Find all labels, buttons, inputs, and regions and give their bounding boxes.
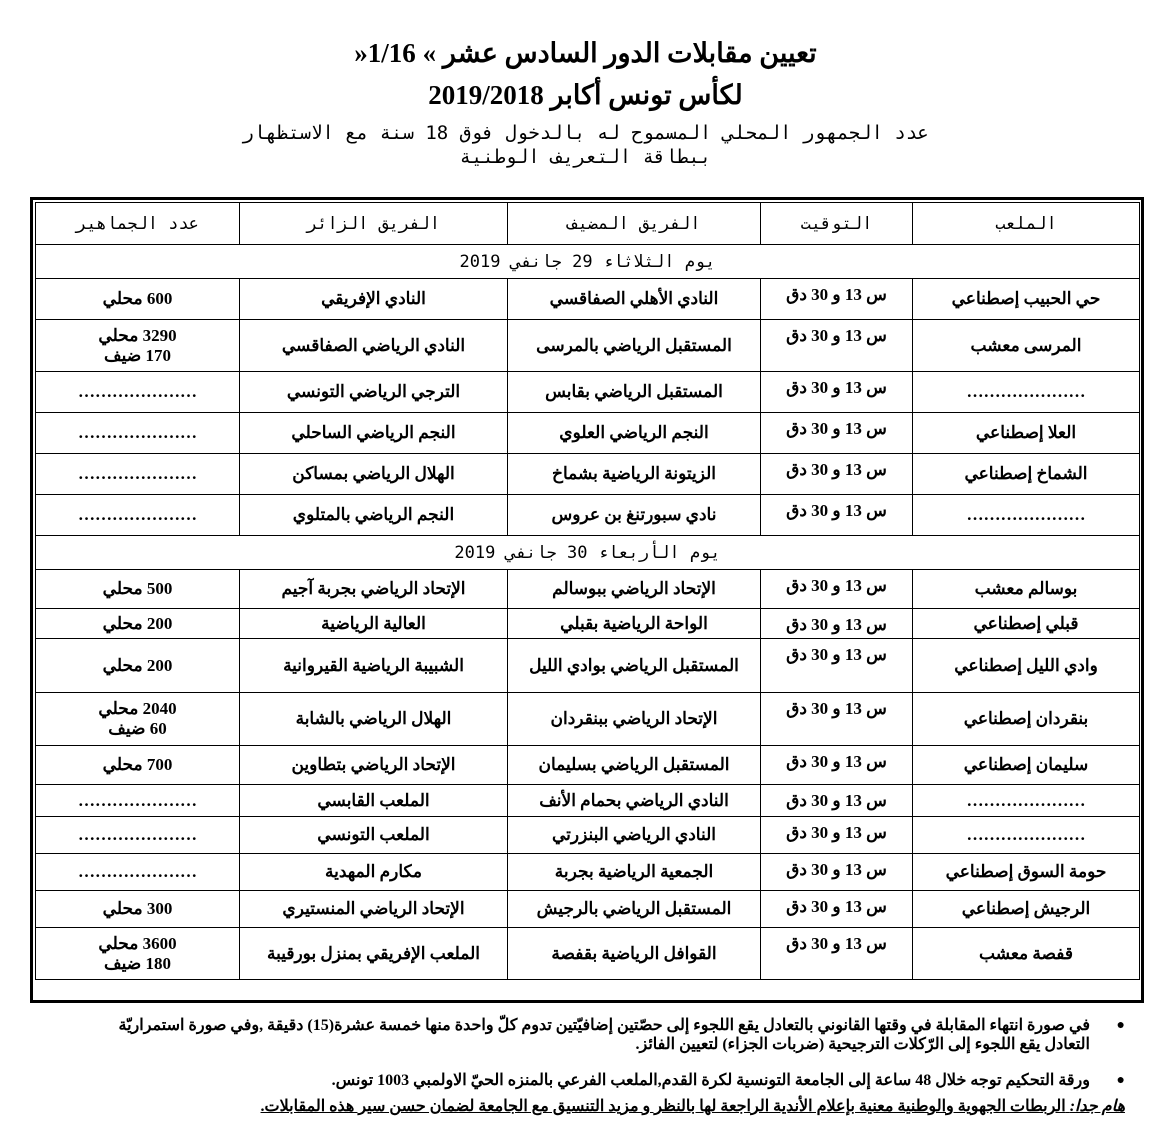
day-label: يوم الأربعاء 30 جانفي 2019 [36, 536, 1140, 570]
stadium-cell: وادي الليل إصطناعي [913, 639, 1140, 693]
fans-count: ………………… [78, 505, 197, 524]
fans-cell [36, 639, 240, 693]
fans-count: 170 ضيف [104, 345, 171, 365]
stadium-cell: حي الحبيب إصطناعي [913, 279, 1140, 320]
day-row [36, 245, 1140, 279]
away-team-cell: الملعب القابسي [240, 785, 508, 817]
time-cell: س 13 و 30 دق [761, 891, 913, 928]
stadium-cell: حومة السوق إصطناعي [913, 854, 1140, 891]
home-team-cell: الزيتونة الرياضية بشماخ [508, 454, 761, 495]
fans-cell [36, 279, 240, 320]
audience-rule-line2: ببطاقة التعريف الوطنية [459, 146, 712, 168]
stadium-cell: المرسى معشب [913, 320, 1140, 372]
fans-count: ………………… [78, 423, 197, 442]
stadium-cell: ………………… [913, 785, 1140, 817]
table-row [36, 413, 1140, 454]
fans-cell [36, 495, 240, 536]
fans-count: ………………… [78, 464, 197, 483]
note-referee-sheet-text: ورقة التحكيم توجه خلال 48 ساعة إلى الجامعة التونسية لكرة القدم,الملعب الفرعي بالمنزه الحيّ الاولمبي 1003 تونس. [331, 1072, 1090, 1089]
table-row [36, 928, 1140, 980]
fans-cell [36, 928, 240, 980]
time-cell: س 13 و 30 دق [761, 746, 913, 785]
time-cell: س 13 و 30 دق [761, 854, 913, 891]
away-team-cell: الهلال الرياضي بالشابة [240, 693, 508, 746]
away-team-cell: الشبيبة الرياضية القيروانية [240, 639, 508, 693]
fans-cell [36, 785, 240, 817]
fans-cell [36, 372, 240, 413]
fans-count: 500 محلي [102, 579, 173, 598]
day-label: يوم الثلاثاء 29 جانفي 2019 [36, 245, 1140, 279]
time-cell: س 13 و 30 دق [761, 279, 913, 320]
home-team-cell: الجمعية الرياضية بجربة [508, 854, 761, 891]
home-team-cell: النادي الأهلي الصفاقسي [508, 279, 761, 320]
fans-cell [36, 413, 240, 454]
fans-cell [36, 891, 240, 928]
home-team-cell: الواحة الرياضية بقبلي [508, 609, 761, 639]
stadium-cell: بوسالم معشب [913, 570, 1140, 609]
day-row [36, 536, 1140, 570]
home-team-cell: المستقبل الرياضي بالرجيش [508, 891, 761, 928]
header-stadium: الملعب [913, 203, 1140, 245]
table-row [36, 639, 1140, 693]
header-time: التوقيت [761, 203, 913, 245]
time-cell: س 13 و 30 دق [761, 785, 913, 817]
stadium-cell: العلا إصطناعي [913, 413, 1140, 454]
stadium-cell: ………………… [913, 372, 1140, 413]
fans-count: 3600 محلي [98, 933, 177, 953]
stadium-cell: ………………… [913, 817, 1140, 854]
fans-count: 2040 محلي [98, 699, 177, 718]
header-home-team: الفريق المضيف [508, 203, 761, 245]
fans-cell [36, 817, 240, 854]
home-team-cell: القوافل الرياضية بقفصة [508, 928, 761, 980]
fans-count: ………………… [78, 862, 197, 881]
table-row [36, 693, 1140, 746]
fans-count: ………………… [78, 825, 197, 844]
note-extra-time [100, 1016, 1125, 1054]
fans-count: ………………… [78, 382, 197, 401]
fans-count: 60 ضيف [108, 719, 167, 738]
table-row [36, 495, 1140, 536]
bullet-icon: ● [1116, 1018, 1125, 1033]
header-away-team: الفريق الزائر [240, 203, 508, 245]
fans-count: 300 محلي [102, 899, 173, 918]
table-row [36, 320, 1140, 372]
time-cell: س 13 و 30 دق [761, 693, 913, 746]
table-row [36, 609, 1140, 639]
table-row [36, 854, 1140, 891]
bullet-icon: ● [1116, 1073, 1125, 1088]
away-team-cell: مكارم المهدية [240, 854, 508, 891]
time-cell: س 13 و 30 دق [761, 639, 913, 693]
table-row [36, 570, 1140, 609]
away-team-cell: الإتحاد الرياضي المنستيري [240, 891, 508, 928]
away-team-cell: العالية الرياضية [240, 609, 508, 639]
time-cell: س 13 و 30 دق [761, 928, 913, 980]
home-team-cell: نادي سبورتنغ بن عروس [508, 495, 761, 536]
time-cell: س 13 و 30 دق [761, 609, 913, 639]
away-team-cell: النادي الرياضي الصفاقسي [240, 320, 508, 372]
home-team-cell: المستقبل الرياضي بوادي الليل [508, 639, 761, 693]
away-team-cell: الترجي الرياضي التونسي [240, 372, 508, 413]
time-cell: س 13 و 30 دق [761, 413, 913, 454]
note-referee-sheet [100, 1071, 1125, 1090]
away-team-cell: الهلال الرياضي بمساكن [240, 454, 508, 495]
home-team-cell: المستقبل الرياضي بالمرسى [508, 320, 761, 372]
stadium-cell: بنقردان إصطناعي [913, 693, 1140, 746]
home-team-cell: النجم الرياضي العلوي [508, 413, 761, 454]
note-extra-time-text: في صورة انتهاء المقابلة في وقتها القانوني بالتعادل يقع اللجوء إلى حصّتين إضافيّتين تدوم كلّ واحدة منها خمسة عشرة(15) دقيقة ,وفي صورة استمراريّة التعادل يقع اللجوء إلى الرّكلات الترجيحية (ضربات الجزاء) لتعيين الفائز. [118, 1017, 1090, 1053]
fans-cell [36, 854, 240, 891]
table-row [36, 785, 1140, 817]
fans-cell [36, 454, 240, 495]
fans-count: 200 محلي [102, 655, 173, 675]
table-row [36, 891, 1140, 928]
home-team-cell: الإتحاد الرياضي ببنقردان [508, 693, 761, 746]
fans-cell [36, 746, 240, 785]
table-row [36, 746, 1140, 785]
time-cell: س 13 و 30 دق [761, 454, 913, 495]
fans-cell [36, 570, 240, 609]
fans-cell [36, 320, 240, 372]
stadium-cell: ………………… [913, 495, 1140, 536]
important-text: الربطات الجهوية والوطنية معنية بإعلام الأندية الراجعة لها بالنظر و مزيد التنسيق مع الجامعة لضمان حسن سير هذه المقابلات. [260, 1098, 1066, 1115]
schedule-table [35, 202, 1140, 980]
time-cell: س 13 و 30 دق [761, 817, 913, 854]
time-cell: س 13 و 30 دق [761, 320, 913, 372]
away-team-cell: الملعب الإفريقي بمنزل بورقيبة [240, 928, 508, 980]
home-team-cell: النادي الرياضي بحمام الأنف [508, 785, 761, 817]
header-fans: عدد الجماهير [36, 203, 240, 245]
stadium-cell: الرجيش إصطناعي [913, 891, 1140, 928]
home-team-cell: المستقبل الرياضي بسليمان [508, 746, 761, 785]
home-team-cell: النادي الرياضي البنزرتي [508, 817, 761, 854]
time-cell: س 13 و 30 دق [761, 495, 913, 536]
away-team-cell: النجم الرياضي الساحلي [240, 413, 508, 454]
important-label: هام جدا: [1069, 1098, 1125, 1115]
fans-cell [36, 609, 240, 639]
away-team-cell: النجم الرياضي بالمتلوي [240, 495, 508, 536]
stadium-cell: سليمان إصطناعي [913, 746, 1140, 785]
header-row [36, 203, 1140, 245]
fans-count: 200 محلي [102, 613, 173, 633]
fans-count: 3290 محلي [98, 325, 177, 345]
away-team-cell: الملعب التونسي [240, 817, 508, 854]
home-team-cell: المستقبل الرياضي بقابس [508, 372, 761, 413]
away-team-cell: النادي الإفريقي [240, 279, 508, 320]
table-row [36, 454, 1140, 495]
time-cell: س 13 و 30 دق [761, 372, 913, 413]
fans-count: ………………… [78, 790, 197, 810]
page-subtitle: لكأس تونس أكابر 2019/2018 [428, 80, 743, 110]
fans-count: 600 محلي [102, 289, 173, 308]
home-team-cell: الإتحاد الرياضي ببوسالم [508, 570, 761, 609]
audience-rule-line1: عدد الجمهور المحلي المسموح له بالدخول فوق 18 سنة مع الاستظهار [242, 122, 929, 144]
time-cell: س 13 و 30 دق [761, 570, 913, 609]
away-team-cell: الإتحاد الرياضي بجربة آجيم [240, 570, 508, 609]
table-row [36, 817, 1140, 854]
table-row [36, 372, 1140, 413]
stadium-cell: قبلي إصطناعي [913, 609, 1140, 639]
note-important [135, 1097, 1125, 1116]
page-title: تعيين مقابلات الدور السادس عشر » 1/16« [354, 38, 817, 68]
fans-count: 180 ضيف [104, 953, 171, 973]
fans-count: 700 محلي [102, 755, 173, 774]
stadium-cell: الشماخ إصطناعي [913, 454, 1140, 495]
table-row [36, 279, 1140, 320]
stadium-cell: قفصة معشب [913, 928, 1140, 980]
away-team-cell: الإتحاد الرياضي بتطاوين [240, 746, 508, 785]
fans-cell [36, 693, 240, 746]
